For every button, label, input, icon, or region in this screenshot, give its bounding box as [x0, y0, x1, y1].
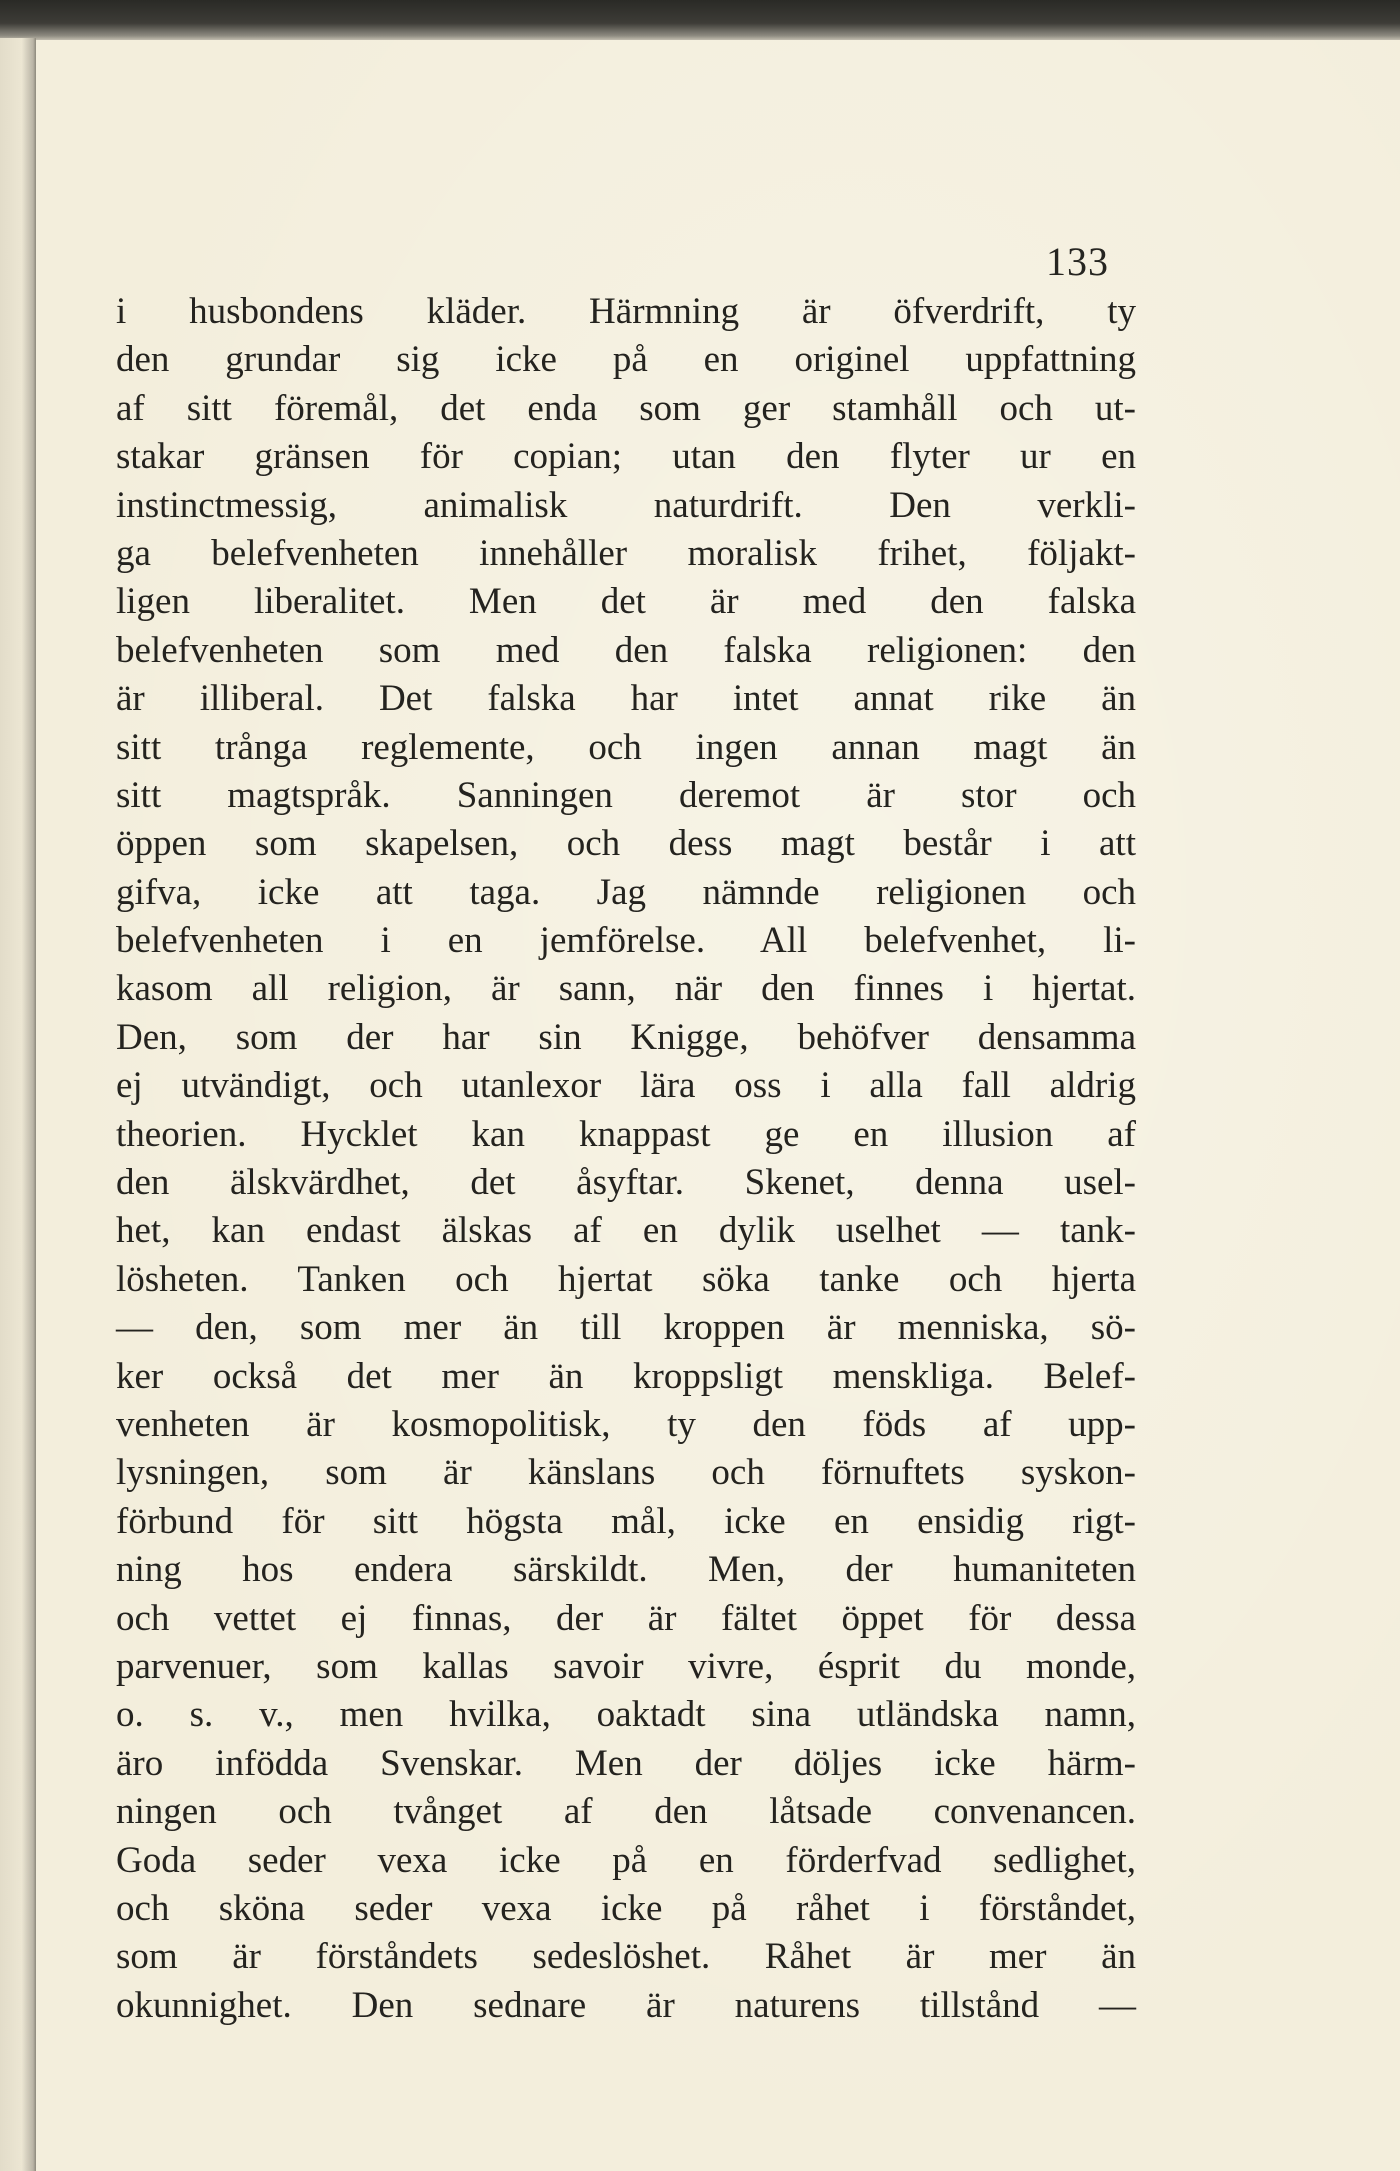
text-line: förbund för sitt högsta mål, icke en ensidig rigt-: [116, 1500, 1136, 1542]
text-line: den älskvärdhet, det åsyftar. Skenet, denna usel-: [116, 1162, 1136, 1204]
text-line: ning hos endera särskildt. Men, der humaniteten: [116, 1549, 1136, 1591]
text-line: och vettet ej finnas, der är fältet öppet för dessa: [116, 1597, 1136, 1639]
text-line: gifva, icke att taga. Jag nämnde religionen och: [116, 871, 1136, 913]
text-line: kasom all religion, är sann, när den finnes i hjertat.: [116, 968, 1136, 1010]
text-line: lysningen, som är känslans och förnuftets syskon-: [116, 1452, 1136, 1494]
text-line: — den, som mer än till kroppen är menniska, sö-: [116, 1307, 1136, 1349]
text-line: som är förståndets sedeslöshet. Råhet är mer än: [116, 1936, 1136, 1978]
text-line: sitt magtspråk. Sanningen deremot är stor och: [116, 774, 1136, 816]
text-line: och sköna seder vexa icke på råhet i förståndet,: [116, 1887, 1136, 1929]
text-line: o. s. v., men hvilka, oaktadt sina utländska namn,: [116, 1694, 1136, 1736]
text-line: instinctmessig, animalisk naturdrift. Den verkli-: [116, 484, 1136, 526]
text-line: okunnighet. Den sednare är naturens tillstånd —: [116, 1984, 1136, 2026]
text-line: ej utvändigt, och utanlexor lära oss i alla fall aldrig: [116, 1065, 1136, 1107]
text-line: är illiberal. Det falska har intet annat rike än: [116, 678, 1136, 720]
text-line: parvenuer, som kallas savoir vivre, ésprit du monde,: [116, 1645, 1136, 1687]
text-line: belefvenheten i en jemförelse. All belefvenhet, li-: [116, 920, 1136, 962]
text-line: lösheten. Tanken och hjertat söka tanke och hjerta: [116, 1258, 1136, 1300]
body-text: [116, 288, 1136, 2030]
text-line: venheten är kosmopolitisk, ty den föds af upp-: [116, 1403, 1136, 1445]
text-line: theorien. Hycklet kan knappast ge en illusion af: [116, 1113, 1136, 1155]
text-line: belefvenheten som med den falska religionen: den: [116, 629, 1136, 671]
text-line: ga belefvenheten innehåller moralisk frihet, följakt-: [116, 532, 1136, 574]
book-gutter: [0, 38, 36, 2171]
page-number: 133: [1046, 239, 1109, 284]
text-line: ningen och tvånget af den låtsade convenancen.: [116, 1791, 1136, 1833]
text-line: af sitt föremål, det enda som ger stamhåll och ut-: [116, 387, 1136, 429]
text-line: ligen liberalitet. Men det är med den falska: [116, 581, 1136, 623]
text-line: äro infödda Svenskar. Men der döljes icke härm-: [116, 1742, 1136, 1784]
text-line: Den, som der har sin Knigge, behöfver densamma: [116, 1016, 1136, 1058]
text-line: Goda seder vexa icke på en förderfvad sedlighet,: [116, 1839, 1136, 1881]
text-line: öppen som skapelsen, och dess magt består i att: [116, 823, 1136, 865]
book-top-edge: [0, 0, 1400, 42]
text-line: i husbondens kläder. Härmning är öfverdrift, ty: [116, 291, 1136, 332]
text-line: den grundar sig icke på en originel uppfattning: [116, 339, 1136, 381]
text-line: stakar gränsen för copian; utan den flyter ur en: [116, 436, 1136, 478]
text-line: sitt trånga reglemente, och ingen annan magt än: [116, 726, 1136, 768]
text-line: het, kan endast älskas af en dylik uselhet — tank-: [116, 1210, 1136, 1252]
text-line: ker också det mer än kroppsligt menskliga. Belef-: [116, 1355, 1136, 1397]
